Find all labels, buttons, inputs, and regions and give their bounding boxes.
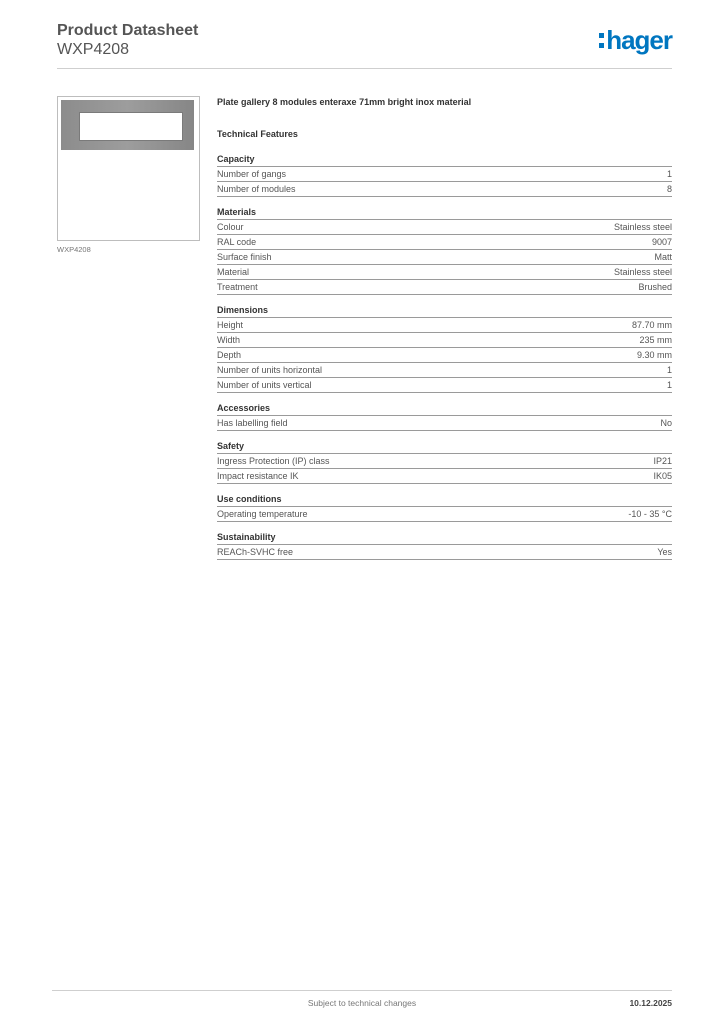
spec-label: RAL code <box>217 237 257 247</box>
spec-label: Ingress Protection (IP) class <box>217 456 330 466</box>
footer-divider <box>52 990 672 991</box>
section-title: Capacity <box>217 153 672 167</box>
spec-value: No <box>660 418 672 428</box>
spec-label: Treatment <box>217 282 258 292</box>
spec-value: 87.70 mm <box>631 320 672 330</box>
spec-row <box>217 454 672 469</box>
spec-value: Yes <box>657 547 672 557</box>
logo-wordmark: hager <box>606 25 672 55</box>
spec-label: Width <box>217 335 241 345</box>
spec-label: Number of gangs <box>217 169 287 179</box>
spec-value: 1 <box>666 169 672 179</box>
spec-value: 9.30 mm <box>636 350 672 360</box>
section-title: Accessories <box>217 402 672 416</box>
spec-value: Matt <box>654 252 672 262</box>
spec-section <box>217 402 672 431</box>
section-title: Dimensions <box>217 304 672 318</box>
page-header <box>57 21 198 60</box>
image-caption: WXP4208 <box>57 245 91 254</box>
section-title: Safety <box>217 440 672 454</box>
footer-date: 10.12.2025 <box>629 998 672 1008</box>
spec-row <box>217 265 672 280</box>
spec-section <box>217 493 672 522</box>
spec-value: 1 <box>666 365 672 375</box>
spec-value: IK05 <box>653 471 672 481</box>
spec-label: Height <box>217 320 244 330</box>
spec-row <box>217 220 672 235</box>
spec-row <box>217 167 672 182</box>
spec-label: Impact resistance IK <box>217 471 299 481</box>
spec-row <box>217 333 672 348</box>
spec-row <box>217 378 672 393</box>
spec-value: 235 mm <box>639 335 672 345</box>
spec-row <box>217 280 672 295</box>
page-title: Product Datasheet <box>57 22 199 39</box>
section-title: Sustainability <box>217 531 672 545</box>
spec-row <box>217 250 672 265</box>
spec-section <box>217 304 672 393</box>
product-code: WXP4208 <box>57 41 130 58</box>
technical-features-heading: Technical Features <box>217 129 298 139</box>
spec-label: Colour <box>217 222 244 232</box>
product-description: Plate gallery 8 modules enteraxe 71mm bright inox material <box>217 97 472 107</box>
spec-row <box>217 235 672 250</box>
spec-section <box>217 206 672 295</box>
spec-label: Operating temperature <box>217 509 308 519</box>
spec-label: Has labelling field <box>217 418 288 428</box>
spec-section <box>217 440 672 484</box>
logo-colon-icon <box>599 33 604 48</box>
spec-section <box>217 531 672 560</box>
spec-label: Surface finish <box>217 252 272 262</box>
spec-label: Number of units vertical <box>217 380 312 390</box>
spec-label: Material <box>217 267 250 277</box>
spec-row <box>217 416 672 431</box>
spec-sections <box>217 153 672 560</box>
spec-value: -10 - 35 °C <box>628 509 672 519</box>
spec-row <box>217 318 672 333</box>
spec-value: 1 <box>666 380 672 390</box>
header-divider <box>57 68 672 69</box>
spec-value: 8 <box>666 184 672 194</box>
spec-row <box>217 348 672 363</box>
spec-value: Stainless steel <box>613 267 672 277</box>
spec-value: Stainless steel <box>613 222 672 232</box>
section-title: Materials <box>217 206 672 220</box>
spec-section <box>217 153 672 197</box>
spec-row <box>217 469 672 484</box>
spec-row <box>217 182 672 197</box>
plate-opening <box>79 112 183 141</box>
spec-row <box>217 507 672 522</box>
spec-row <box>217 363 672 378</box>
hager-logo <box>599 26 672 54</box>
spec-content <box>217 96 672 569</box>
spec-value: Brushed <box>638 282 672 292</box>
spec-label: Number of modules <box>217 184 296 194</box>
spec-label: REACh-SVHC free <box>217 547 294 557</box>
spec-label: Depth <box>217 350 242 360</box>
footer-note: Subject to technical changes <box>307 998 417 1008</box>
spec-label: Number of units horizontal <box>217 365 323 375</box>
spec-value: 9007 <box>651 237 672 247</box>
spec-row <box>217 545 672 560</box>
product-image <box>57 96 200 241</box>
cover-plate-illustration <box>61 100 194 150</box>
spec-value: IP21 <box>653 456 672 466</box>
section-title: Use conditions <box>217 493 672 507</box>
